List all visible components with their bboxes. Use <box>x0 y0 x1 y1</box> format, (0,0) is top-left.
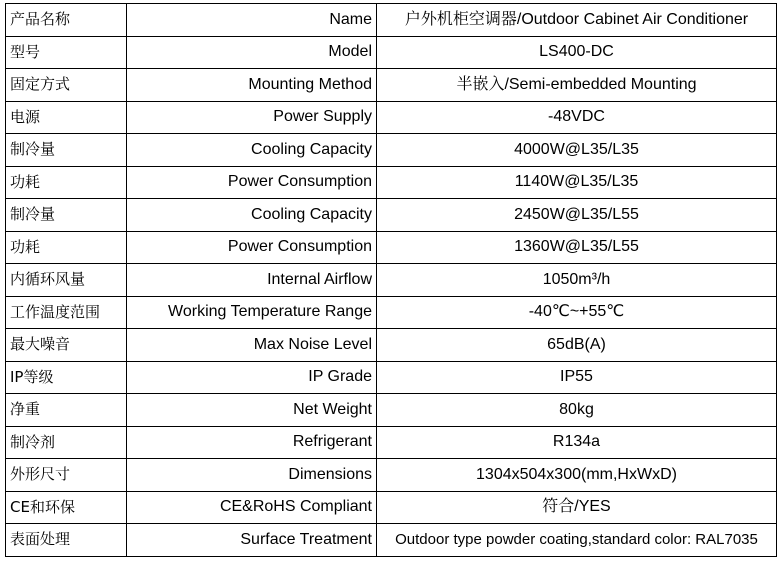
spec-row-working-temperature <box>6 296 777 329</box>
spec-row-power-supply <box>6 101 777 134</box>
spec-row-ce-rohs <box>6 491 777 524</box>
spec-value: 1360W@L35/L55 <box>377 231 777 264</box>
spec-label-en: CE&RoHS Compliant <box>127 491 377 524</box>
spec-row-mounting-method <box>6 69 777 102</box>
spec-label-cn: 功耗 <box>6 166 127 199</box>
spec-value: 户外机柜空调器/Outdoor Cabinet Air Conditioner <box>377 4 777 37</box>
spec-label-en: Net Weight <box>127 394 377 427</box>
spec-value: IP55 <box>377 361 777 394</box>
spec-label-cn: 工作温度范围 <box>6 296 127 329</box>
spec-label-cn: 外形尺寸 <box>6 459 127 492</box>
spec-value: 80kg <box>377 394 777 427</box>
spec-value: 1140W@L35/L35 <box>377 166 777 199</box>
spec-row-surface-treatment <box>6 524 777 557</box>
spec-label-cn: 制冷量 <box>6 134 127 167</box>
spec-label-cn: 最大噪音 <box>6 329 127 362</box>
spec-row-model <box>6 36 777 69</box>
spec-label-en: Dimensions <box>127 459 377 492</box>
spec-label-cn: CE和环保 <box>6 491 127 524</box>
spec-row-internal-airflow <box>6 264 777 297</box>
spec-value: 2450W@L35/L55 <box>377 199 777 232</box>
spec-value: Outdoor type powder coating,standard color: RAL7035 <box>377 524 777 557</box>
spec-label-en: Working Temperature Range <box>127 296 377 329</box>
spec-row-refrigerant <box>6 426 777 459</box>
spec-row-power-consumption-l55 <box>6 231 777 264</box>
spec-label-en: Power Supply <box>127 101 377 134</box>
spec-label-en: Refrigerant <box>127 426 377 459</box>
spec-label-cn: 电源 <box>6 101 127 134</box>
spec-sheet <box>5 3 776 566</box>
spec-row-max-noise <box>6 329 777 362</box>
spec-row-power-consumption-l35 <box>6 166 777 199</box>
spec-row-name <box>6 4 777 37</box>
spec-label-cn: 制冷量 <box>6 199 127 232</box>
spec-label-en: IP Grade <box>127 361 377 394</box>
spec-label-cn: 表面处理 <box>6 524 127 557</box>
spec-label-en: Surface Treatment <box>127 524 377 557</box>
spec-value: 符合/YES <box>377 491 777 524</box>
spec-label-cn: 型号 <box>6 36 127 69</box>
spec-value: 1304x504x300(mm,HxWxD) <box>377 459 777 492</box>
spec-value: -48VDC <box>377 101 777 134</box>
spec-label-cn: 净重 <box>6 394 127 427</box>
spec-label-en: Power Consumption <box>127 166 377 199</box>
spec-value: LS400-DC <box>377 36 777 69</box>
spec-value: 1050m³/h <box>377 264 777 297</box>
spec-label-cn: 制冷剂 <box>6 426 127 459</box>
spec-label-en: Cooling Capacity <box>127 199 377 232</box>
spec-value: 4000W@L35/L35 <box>377 134 777 167</box>
spec-row-cooling-capacity-l55 <box>6 199 777 232</box>
spec-label-en: Max Noise Level <box>127 329 377 362</box>
spec-value: -40℃~+55℃ <box>377 296 777 329</box>
spec-value: 65dB(A) <box>377 329 777 362</box>
spec-row-cooling-capacity-l35 <box>6 134 777 167</box>
spec-label-cn: 功耗 <box>6 231 127 264</box>
spec-label-cn: 内循环风量 <box>6 264 127 297</box>
spec-value: 半嵌入/Semi-embedded Mounting <box>377 69 777 102</box>
spec-row-ip-grade <box>6 361 777 394</box>
spec-label-cn: IP等级 <box>6 361 127 394</box>
spec-label-en: Mounting Method <box>127 69 377 102</box>
spec-label-en: Name <box>127 4 377 37</box>
spec-row-dimensions <box>6 459 777 492</box>
spec-value: R134a <box>377 426 777 459</box>
spec-table <box>5 3 777 557</box>
spec-label-cn: 固定方式 <box>6 69 127 102</box>
spec-label-en: Power Consumption <box>127 231 377 264</box>
spec-label-en: Internal Airflow <box>127 264 377 297</box>
spec-row-net-weight <box>6 394 777 427</box>
spec-label-en: Model <box>127 36 377 69</box>
spec-label-en: Cooling Capacity <box>127 134 377 167</box>
spec-label-cn: 产品名称 <box>6 4 127 37</box>
